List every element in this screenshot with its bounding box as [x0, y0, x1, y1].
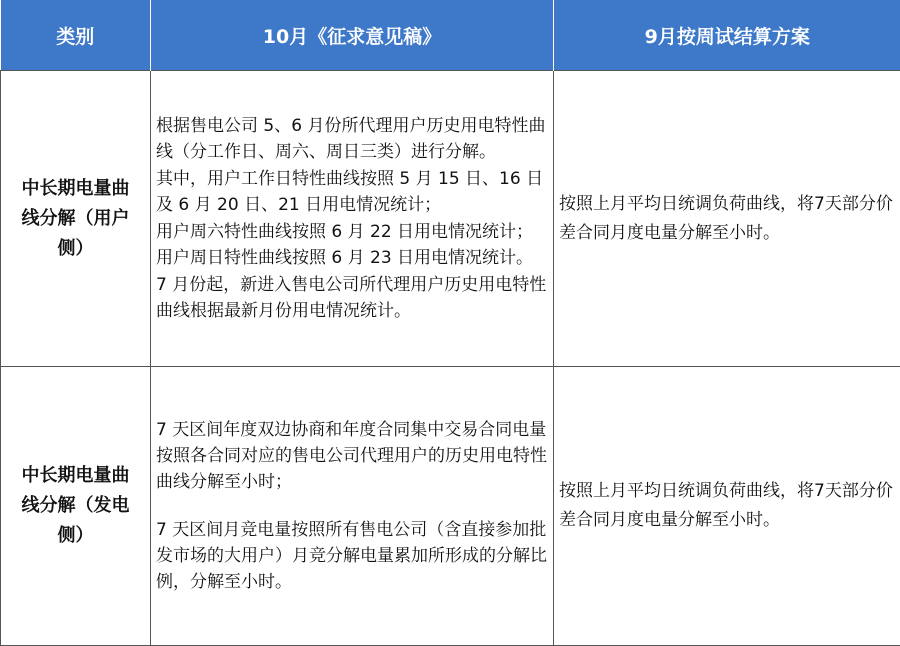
trial-cell: 按照上月平均日统调负荷曲线，将7天部分价差合同月度电量分解至小时。 — [554, 71, 900, 367]
draft-cell — [151, 71, 554, 367]
draft-cell — [151, 367, 554, 646]
trial-cell: 按照上月平均日统调负荷曲线，将7天部分价差合同月度电量分解至小时。 — [554, 367, 900, 646]
draft-paragraph: 7 天区间月竞电量按照所有售电公司（含直接参加批发市场的大用户）月竞分解电量累加所形成的分解比例，分解至小时。 — [156, 517, 549, 595]
row-category: 中长期电量曲线分解（用户侧） — [1, 71, 151, 367]
paragraph-gap — [156, 495, 549, 517]
draft-paragraph: 用户周六特性曲线按照 6 月 22 日用电情况统计； — [156, 219, 549, 246]
table-row — [1, 71, 900, 367]
draft-paragraph: 7 月份起，新进入售电公司所代理用户历史用电特性曲线根据最新月份用电情况统计。 — [156, 272, 549, 325]
header-row — [1, 0, 900, 71]
row-category: 中长期电量曲线分解（发电侧） — [1, 367, 151, 646]
draft-paragraph: 根据售电公司 5、6 月份所代理用户历史用电特性曲线（分工作日、周六、周日三类）进行分解。 — [156, 113, 549, 166]
header-october-draft: 10月《征求意见稿》 — [151, 0, 554, 71]
draft-paragraph: 其中，用户工作日特性曲线按照 5 月 15 日、16 日及 6 月 20 日、21 日用电情况统计； — [156, 166, 549, 219]
header-september-trial: 9月按周试结算方案 — [554, 0, 900, 71]
header-category: 类别 — [1, 0, 151, 71]
draft-paragraph: 用户周日特性曲线按照 6 月 23 日用电情况统计。 — [156, 245, 549, 272]
draft-paragraph: 7 天区间年度双边协商和年度合同集中交易合同电量按照各合同对应的售电公司代理用户的历史用电特性曲线分解至小时； — [156, 417, 549, 495]
table-row — [1, 367, 900, 646]
